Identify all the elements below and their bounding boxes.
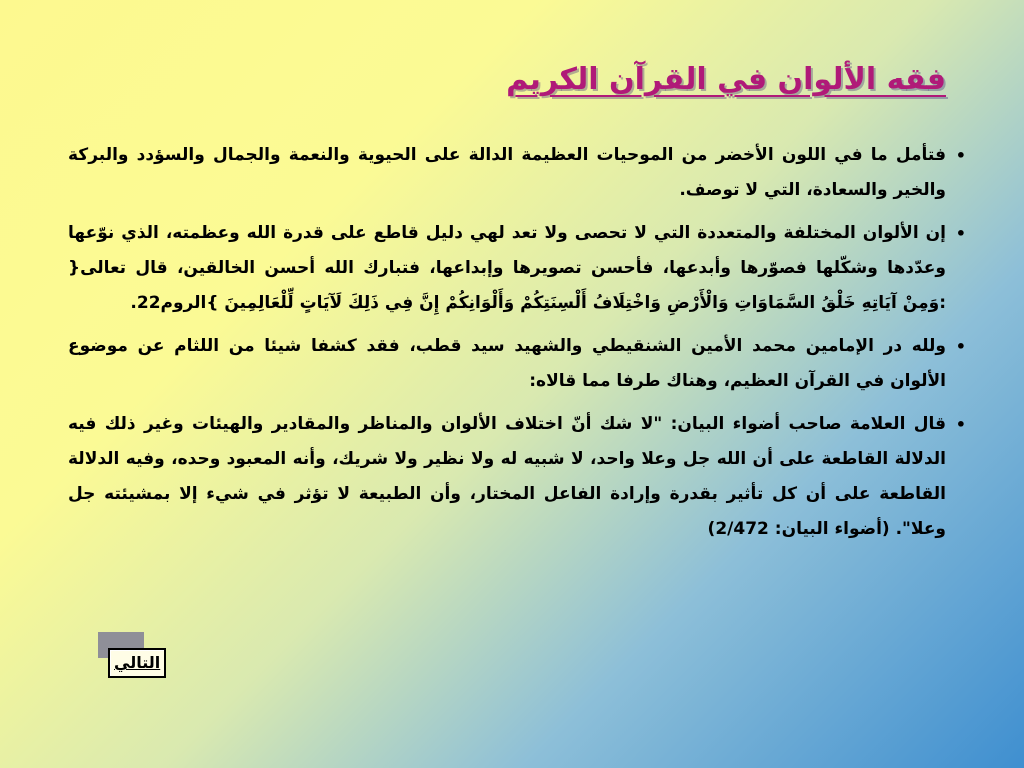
paragraph-text: ولله در الإمامين محمد الأمين الشنقيطي والشهيد سيد قطب، فقد كشفا شيئا من اللثام عن موضوع الألوان في القرآن العظيم، وهناك طرفا مما قالاه: bbox=[68, 336, 946, 391]
slide-content bbox=[68, 138, 966, 555]
paragraph-3 bbox=[68, 329, 966, 399]
bullet-icon: • bbox=[955, 415, 966, 434]
bullet-icon: • bbox=[955, 337, 966, 356]
paragraph-text: قال العلامة صاحب أضواء البيان: "لا شك أنّ اختلاف الألوان والمناظر والمقادير والهيئات وغير ذلك فيه الدلالة القاطعة على أن الله جل وعلا واحد، لا شبيه له ولا نظير ولا شريك، وأنه المعبود وحده، وفيه الدلالة القاطعة على أن كل تأثير بقدرة وإرادة الفاعل المختار، وأن الطبيعة لا تؤثر في شيء إلا بمشيئته جل وعلا". (أضواء البيان: 2/472) bbox=[68, 414, 946, 539]
paragraph-2 bbox=[68, 216, 966, 321]
paragraph-1 bbox=[68, 138, 966, 208]
next-button-group bbox=[98, 632, 168, 678]
bullet-icon: • bbox=[955, 224, 966, 243]
slide-title: فقه الألوان في القرآن الكريم bbox=[506, 62, 946, 97]
bullet-icon: • bbox=[955, 146, 966, 165]
next-button[interactable]: التالي bbox=[108, 648, 166, 678]
paragraph-text: فتأمل ما في اللون الأخضر من الموحيات العظيمة الدالة على الحيوية والنعمة والجمال والسؤدد والبركة والخير والسعادة، التي لا توصف. bbox=[68, 145, 946, 200]
paragraph-text: إن الألوان المختلفة والمتعددة التي لا تحصى ولا تعد لهي دليل قاطع على قدرة الله وعظمته، الذي نوّعها وعدّدها وشكّلها فصوّرها وأبدعها، فأحسن تصويرها وإبداعها، فتبارك الله أحسن الخالقين، قال تعالى{ :وَمِنْ آيَاتِهِ خَلْقُ السَّمَاوَاتِ وَالْأَرْضِ وَاخْتِلَافُ أَلْسِنَتِكُمْ وَأَلْوَانِكُمْ إِنَّ فِي ذَلِكَ لَآيَاتٍ لِّلْعَالِمِينَ }الروم22. bbox=[68, 223, 946, 313]
paragraph-4 bbox=[68, 407, 966, 547]
